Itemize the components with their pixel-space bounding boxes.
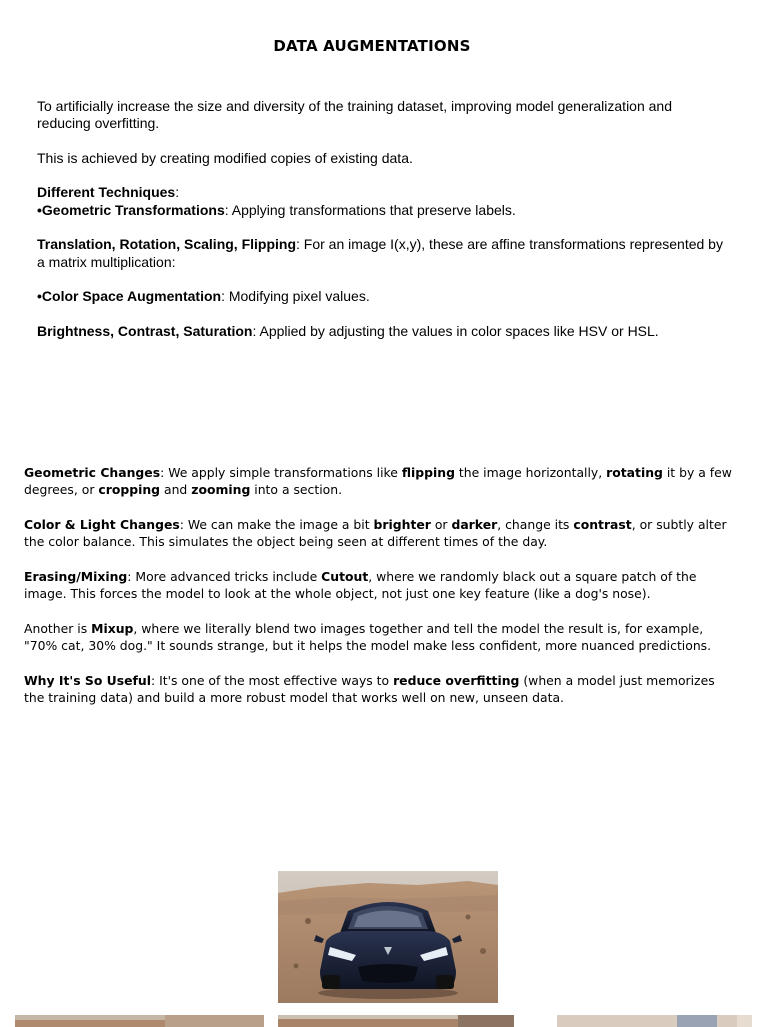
geo-label: Geometric Changes: [24, 465, 161, 480]
col-b2: darker: [451, 516, 498, 532]
geo-b4: zooming: [191, 482, 251, 498]
geo-b2: rotating: [606, 465, 663, 480]
intro-paragraph: To artificially increase the size and diversity of the training dataset, improving model generalization and reducing overfitting.: [37, 98, 673, 132]
why-useful-paragraph: [24, 672, 736, 707]
geometric-label: •Geometric Transformations: [37, 201, 225, 218]
geo-t5: into a section.: [250, 482, 343, 498]
translation-label: Translation, Rotation, Scaling, Flipping: [37, 236, 297, 253]
color-light-paragraph: [24, 516, 736, 551]
color-text: : Modifying pixel values.: [221, 288, 370, 305]
thumbnail-illustration: [557, 1015, 752, 1027]
color-paragraph: [37, 288, 727, 305]
geo-t2: the image horizontally,: [454, 465, 607, 480]
era-t2: , where we randomly black out a square patch of the image. This forces the model to look at the whole object, not just one key feature (like a dog's nose).: [24, 568, 697, 602]
geo-t1: : We apply simple transformations like: [160, 465, 402, 480]
mix-t1: Another is: [24, 620, 92, 636]
col-b1: brighter: [373, 516, 431, 532]
car-illustration: [278, 871, 498, 1003]
brightness-label: Brightness, Contrast, Saturation: [37, 322, 253, 339]
col-t2: or: [430, 516, 452, 532]
thumbnail-illustration: [278, 1015, 514, 1027]
erasing-mixing-paragraph: [24, 568, 736, 603]
mix-b1: Mixup: [91, 620, 134, 636]
intro-paragraph-2: This is achieved by creating modified copies of existing data.: [37, 149, 413, 166]
augmented-thumbnail: [15, 1015, 264, 1027]
techniques-paragraph: Different Techniques: •Geometric Transformations: Applying transformations that preserve labels.: [37, 184, 516, 218]
mix-t2: , where we literally blend two images together and tell the model the result is, for example, "70% cat, 30% dog." It sounds strange, but it helps the model make less confident, more nuanced predictions.: [24, 620, 712, 653]
geometric-text: : Applying transformations that preserve labels.: [224, 201, 516, 218]
techniques-label: Different Techniques: [37, 184, 176, 201]
translation-paragraph: [37, 236, 727, 271]
why-b1: reduce overfitting: [393, 672, 520, 688]
col-t4: , or subtly alter the color balance. This simulates the object being seen at different times of the day.: [24, 516, 727, 550]
definition-section: [37, 98, 727, 357]
col-t1: : We can make the image a bit: [179, 516, 374, 532]
why-t2: (when a model just memorizes the training data) and build a more robust model that works well on new, unseen data.: [24, 672, 715, 705]
geo-t4: and: [160, 482, 192, 498]
geometric-changes-paragraph: [24, 464, 736, 499]
col-b3: contrast: [573, 516, 632, 532]
page-title: DATA AUGMENTATIONS: [273, 37, 471, 55]
why-label: Why It's So Useful: [24, 672, 151, 688]
thumbnail-illustration: [15, 1015, 264, 1027]
explanation-section: [24, 464, 736, 723]
era-t1: : More advanced tricks include: [127, 568, 322, 584]
col-label: Color & Light Changes: [24, 516, 180, 532]
era-label: Erasing/Mixing: [24, 568, 128, 584]
era-b1: Cutout: [321, 568, 369, 584]
color-label: •Color Space Augmentation: [37, 288, 222, 305]
car-photo: [278, 871, 498, 1003]
why-t1: : It's one of the most effective ways to: [150, 672, 394, 688]
mixup-paragraph: [24, 620, 736, 655]
geo-t3: it by a few degrees, or: [24, 465, 732, 498]
augmented-thumbnail: [557, 1015, 752, 1027]
brightness-paragraph: [37, 323, 727, 340]
geo-b1: flipping: [401, 465, 455, 480]
geo-b3: cropping: [98, 482, 161, 498]
brightness-text: : Applied by adjusting the values in color spaces like HSV or HSL.: [252, 322, 659, 339]
augmented-thumbnail: [278, 1015, 514, 1027]
col-t3: , change its: [497, 516, 574, 532]
translation-text: : For an image I(x,y), these are affine transformations represented by a matrix multiplication:: [37, 236, 723, 270]
